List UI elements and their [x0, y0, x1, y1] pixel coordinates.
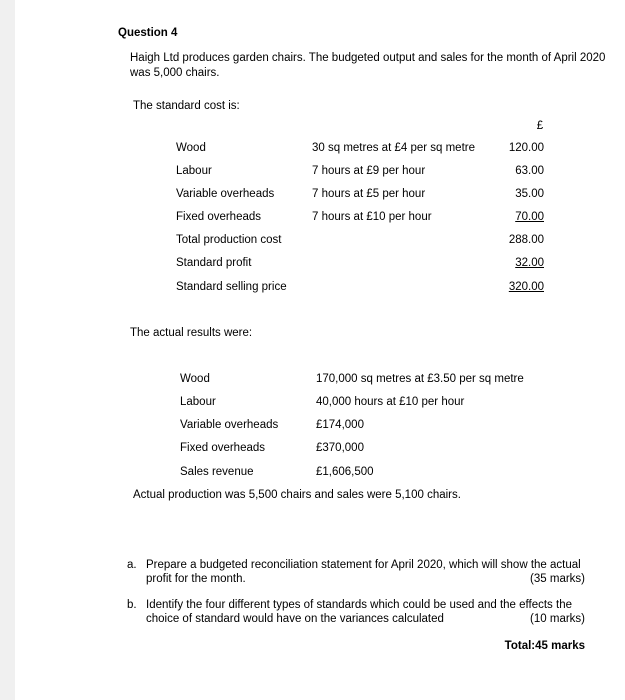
production-note: Actual production was 5,500 chairs and sales were 5,100 chairs. — [133, 489, 461, 501]
task-text-line-1: Prepare a budgeted reconciliation statement for April 2020, which will show the actual — [146, 559, 581, 571]
row-basis: 7 hours at £10 per hour — [312, 211, 432, 223]
row-value: 40,000 hours at £10 per hour — [316, 396, 465, 408]
row-label: Total production cost — [176, 234, 282, 246]
row-label: Fixed overheads — [180, 442, 266, 454]
row-label: Labour — [180, 396, 216, 408]
row-label: Standard profit — [176, 257, 252, 269]
row-label: Standard selling price — [176, 281, 287, 293]
row-basis: 7 hours at £5 per hour — [312, 188, 426, 200]
row-label: Wood — [176, 142, 206, 154]
row-label: Sales revenue — [180, 466, 254, 478]
row-amount: 288.00 — [508, 234, 544, 246]
row-amount: 63.00 — [515, 165, 544, 177]
row-value: £370,000 — [316, 442, 364, 454]
task-marks: (10 marks) — [530, 613, 585, 625]
task-text-line-1: Identify the four different types of standards which could be used and the effects the — [146, 599, 572, 611]
row-amount: 70.00 — [515, 211, 544, 223]
page-edge-strip — [0, 0, 15, 700]
row-amount: 32.00 — [515, 257, 544, 269]
row-label: Fixed overheads — [176, 211, 262, 223]
standard-cost-heading: The standard cost is: — [133, 100, 240, 112]
row-amount: 320.00 — [508, 281, 544, 293]
task-marks: (35 marks) — [530, 573, 585, 585]
row-basis: 30 sq metres at £4 per sq metre — [312, 142, 475, 154]
intro-line-1: Haigh Ltd produces garden chairs. The budgeted output and sales for the month of April 2020 — [130, 52, 606, 64]
row-basis: 7 hours at £9 per hour — [312, 165, 426, 177]
actual-results-heading: The actual results were: — [130, 327, 253, 339]
row-label: Labour — [176, 165, 212, 177]
row-value: 170,000 sq metres at £3.50 per sq metre — [316, 373, 524, 385]
row-label: Wood — [180, 373, 210, 385]
row-amount: 120.00 — [508, 142, 544, 154]
row-label: Variable overheads — [176, 188, 275, 200]
row-label: Variable overheads — [180, 419, 279, 431]
task-marker: b. — [127, 599, 137, 611]
task-text-line-2: choice of standard would have on the variances calculated — [146, 613, 444, 625]
question-title: Question 4 — [118, 27, 178, 39]
currency-header: £ — [536, 120, 544, 132]
row-value: £174,000 — [316, 419, 364, 431]
task-marker: a. — [127, 559, 137, 571]
row-amount: 35.00 — [515, 188, 544, 200]
intro-line-2: was 5,000 chairs. — [130, 67, 220, 79]
total-marks: Total:45 marks — [504, 640, 585, 652]
row-value: £1,606,500 — [316, 466, 374, 478]
task-text-line-2: profit for the month. — [146, 573, 246, 585]
